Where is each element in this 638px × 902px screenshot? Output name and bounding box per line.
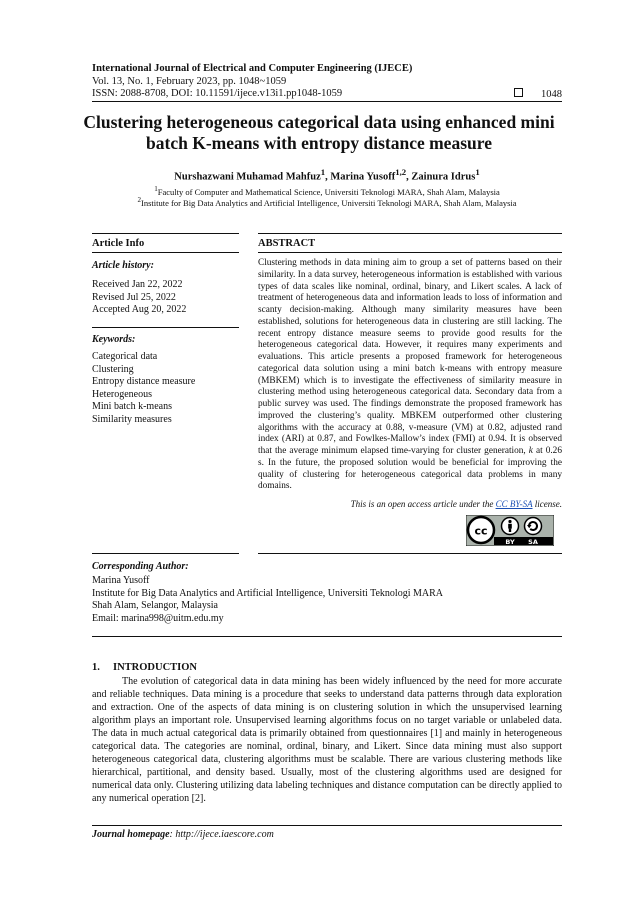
- author-name: Nurshazwani Muhamad Mahfuz: [174, 171, 321, 183]
- info-bottom-rule: [92, 553, 239, 554]
- footer-label: Journal homepage: [92, 829, 170, 840]
- running-header: [92, 63, 562, 101]
- oa-text: license.: [532, 499, 562, 509]
- info-heading-rule: [92, 252, 239, 253]
- journal-name: International Journal of Electrical and Computer Engineering (IJECE): [92, 63, 413, 74]
- keywords-list: [92, 351, 239, 426]
- corr-email: Email: marina998@uitm.edu.my: [92, 612, 224, 624]
- affil-sup: 1: [154, 185, 158, 193]
- paper-title: Clustering heterogeneous categorical data using enhanced mini batch K-means with entropy distance measure: [83, 112, 555, 153]
- history-list: [92, 279, 239, 317]
- list-item: Entropy distance measure: [92, 376, 196, 387]
- corr-location: Shah Alam, Selangor, Malaysia: [92, 600, 218, 611]
- affil-sup: 2: [137, 196, 141, 204]
- affil-text: Faculty of Computer and Mathematical Science, Universiti Teknologi MARA, Shah Alam, Malaysia: [157, 186, 500, 197]
- affil-text: Institute for Big Data Analytics and Artificial Intelligence, Universiti Teknologi MARA, Shah Alam, Malaysia: [141, 197, 517, 208]
- abstract-part: Clustering methods in data mining aim to group a set of patterns based on their similarity. In a data survey, heterogeneous information is established with various types of data scales like nominal, ordinal, binary, and Likert scales. A lack of treatment of heterogeneous data and information leads to loss of information and scanty decision-making. Although many similarity measures have been established, solutions for heterogeneous data in clustering are still lacking. The recent entropy distance measure seems to provide good results for the heterogeneous categorical data. However, it requires many experiments and evaluations. This article presents a proposed framework for heterogeneous categorical data solution using a mini batch k-means with entropy measure (MBKEM) which is to investigate the effectiveness of similarity measure in clustering method using heterogeneous categorical data. Secondary data from a public survey was used. The findings demonstrate the proposed framework has improved the clustering’s quality. MBKEM outperformed other clustering algorithms with the accuracy at 0.88, v-measure (VM) at 0.82, adjusted rand index (ARI) at 0.87, and Fowlkes-Mallow’s index (FMI) at 0.94. It is observed that the average minimum elapsed time-varying for cluster generation,: [258, 258, 562, 456]
- author-affil-sup: 1: [320, 167, 326, 177]
- affiliation: [92, 195, 562, 209]
- history-rule: [92, 327, 239, 328]
- issn-doi: ISSN: 2088-8708, DOI: 10.11591/ijece.v13i1.pp1048-1059: [92, 88, 343, 99]
- sa-arrow-icon: [525, 518, 542, 535]
- section-heading-introduction: 1. INTRODUCTION: [92, 662, 198, 673]
- abstract-bottom-rule: [258, 553, 562, 554]
- cc-sa-label: SA: [528, 538, 538, 546]
- volume-info: Vol. 13, No. 1, February 2023, pp. 1048~1059: [92, 75, 287, 87]
- author-name: Marina Yusoff: [330, 171, 396, 183]
- list-item: Accepted Aug 20, 2022: [92, 304, 187, 315]
- page-number: 1048: [541, 89, 562, 100]
- keywords-heading: Keywords:: [92, 334, 136, 345]
- abstract-var: k: [528, 446, 533, 456]
- cc-logo-letters: cc: [474, 524, 488, 538]
- list-item: Revised Jul 25, 2022: [92, 291, 176, 303]
- list-item: Received Jan 22, 2022: [92, 279, 183, 290]
- corr-bottom-rule: [92, 636, 562, 637]
- list-item: Mini batch k-means: [92, 401, 172, 412]
- corr-name: Marina Yusoff: [92, 575, 150, 586]
- abstract-text: [258, 258, 562, 493]
- abstract-part: at 0.26 s. In the future, the proposed solution would be beneficial for improving the quality of clustering for heterogeneous categorical data problems in many domains.: [258, 446, 562, 492]
- page-number-area: [514, 88, 562, 102]
- author-affil-sup: 1,2: [395, 167, 407, 177]
- open-access-note: [258, 499, 562, 509]
- cc-by-sa-logo[interactable]: [466, 515, 554, 546]
- homepage-link[interactable]: : http://ijece.iaescore.com: [169, 829, 274, 840]
- abstract-heading: ABSTRACT: [258, 238, 316, 249]
- article-info-heading: Article Info: [92, 238, 145, 249]
- history-heading: Article history:: [92, 260, 154, 271]
- journal-homepage: [92, 829, 274, 840]
- list-item: Categorical data: [92, 351, 158, 362]
- list-item: Clustering: [92, 363, 134, 375]
- footer-rule: [92, 825, 562, 826]
- author-name: Zainura Idrus: [411, 171, 476, 183]
- info-top-rule: [92, 233, 239, 234]
- license-link[interactable]: CC BY-SA: [495, 499, 533, 509]
- corresponding-heading: Corresponding Author:: [92, 561, 189, 572]
- list-item: Heterogeneous: [92, 388, 152, 400]
- list-item: Similarity measures: [92, 413, 172, 425]
- author-list: Nurshazwani Muhamad Mahfuz$^1$, Marina Yusoff$^{1,2}$, Zainura Idrus$^1$: [174, 167, 480, 183]
- checkbox-square-icon: [514, 88, 523, 97]
- author-affil-sup: 1: [475, 167, 480, 177]
- abstract-heading-rule: [258, 252, 562, 253]
- introduction-paragraph: The evolution of categorical data in data mining has been widely influenced by the need for more accurate and reliable techniques. Data mining is a procedure that seeks to understand data patterns through data exploration and extraction. One of the aspects of data mining is on clustering solution in which the unsupervised learning algorithm plays an important role. Unsupervised learning algorithms focus on no target variable or unlabeled data. The data in much actual categorical data is primarily obtained from questionnaires [1] and mainly in heterogeneous categorical data. The categories are nominal, ordinal, binary, and Likert. Since data mining must also support heterogeneous categorical data, clustering algorithms must be scalable. There are various clustering methods like hierarchical, partitional, and density based. Usually, most of the clustering algorithms used are designed for numerical data only. Clustering utilizing data labeling techniques and distance computation can be directly applied to any numerical operation [2].: [92, 676, 562, 804]
- cc-by-label: BY: [505, 538, 515, 546]
- oa-text: This is an open access article under the: [350, 499, 496, 509]
- header-rule: [92, 101, 562, 102]
- corr-institute: Institute for Big Data Analytics and Artificial Intelligence, Universiti Teknologi MARA: [92, 587, 443, 599]
- abstract-top-rule: [258, 233, 562, 234]
- corresponding-details: [92, 575, 562, 625]
